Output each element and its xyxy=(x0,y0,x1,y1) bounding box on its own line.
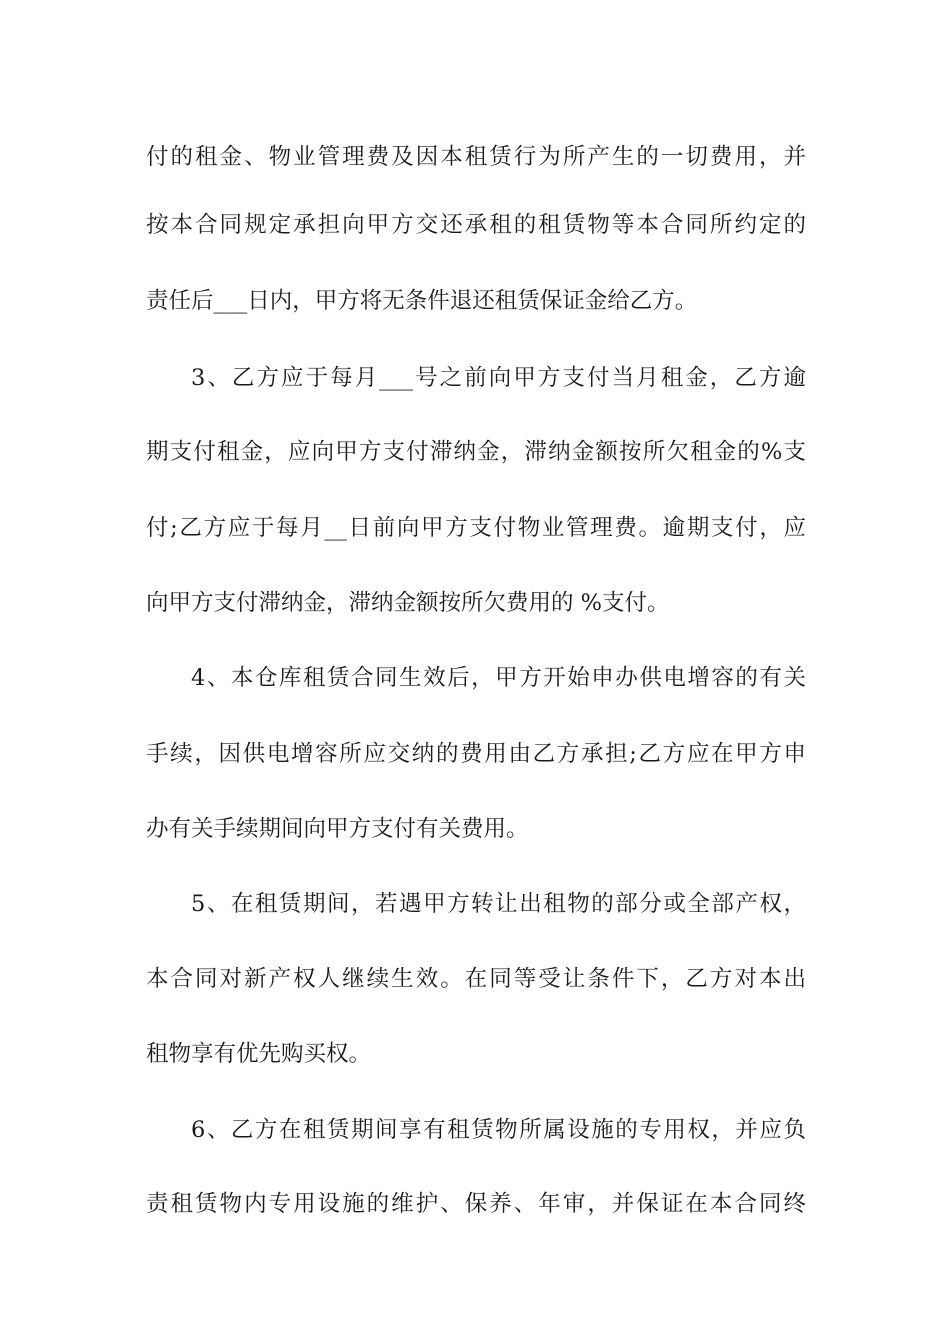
clause-5-line-3: 租物享有优先购买权。 xyxy=(146,1041,372,1067)
clause-6-line-1: 6、乙方在租赁期间享有租赁物所属设施的专用权，并应负 xyxy=(191,1117,806,1143)
clause-3-line-3: 付;乙方应于每月__日前向甲方支付物业管理费。逾期支付，应 xyxy=(146,515,806,541)
clause-6-line-2: 责租赁物内专用设施的维护、保养、年审，并保证在本合同终 xyxy=(146,1191,806,1217)
clause-3-line-1: 3、乙方应于每月___号之前向甲方支付当月租金，乙方逾 xyxy=(191,365,806,391)
clause-5-line-1: 5、在租赁期间，若遇甲方转让出租物的部分或全部产权， xyxy=(191,891,806,917)
text-line-1: 付的租金、物业管理费及因本租赁行为所产生的一切费用，并 xyxy=(146,144,806,170)
clause-4-line-2: 手续，因供电增容所应交纳的费用由乙方承担;乙方应在甲方申 xyxy=(146,741,806,767)
clause-3-line-2: 期支付租金，应向甲方支付滞纳金，滞纳金额按所欠租金的%支 xyxy=(146,439,806,465)
clause-4-line-3: 办有关手续期间向甲方支付有关费用。 xyxy=(146,816,529,842)
clause-3-line-4: 向甲方支付滞纳金，滞纳金额按所欠费用的 %支付。 xyxy=(146,590,670,616)
text-line-2: 按本合同规定承担向甲方交还承租的租赁物等本合同所约定的 xyxy=(146,212,806,238)
clause-4-line-1: 4、本仓库租赁合同生效后，甲方开始申办供电增容的有关 xyxy=(191,665,806,691)
text-line-3: 责任后___日内，甲方将无条件退还租赁保证金给乙方。 xyxy=(146,288,698,314)
clause-5-line-2: 本合同对新产权人继续生效。在同等受让条件下，乙方对本出 xyxy=(146,966,806,992)
